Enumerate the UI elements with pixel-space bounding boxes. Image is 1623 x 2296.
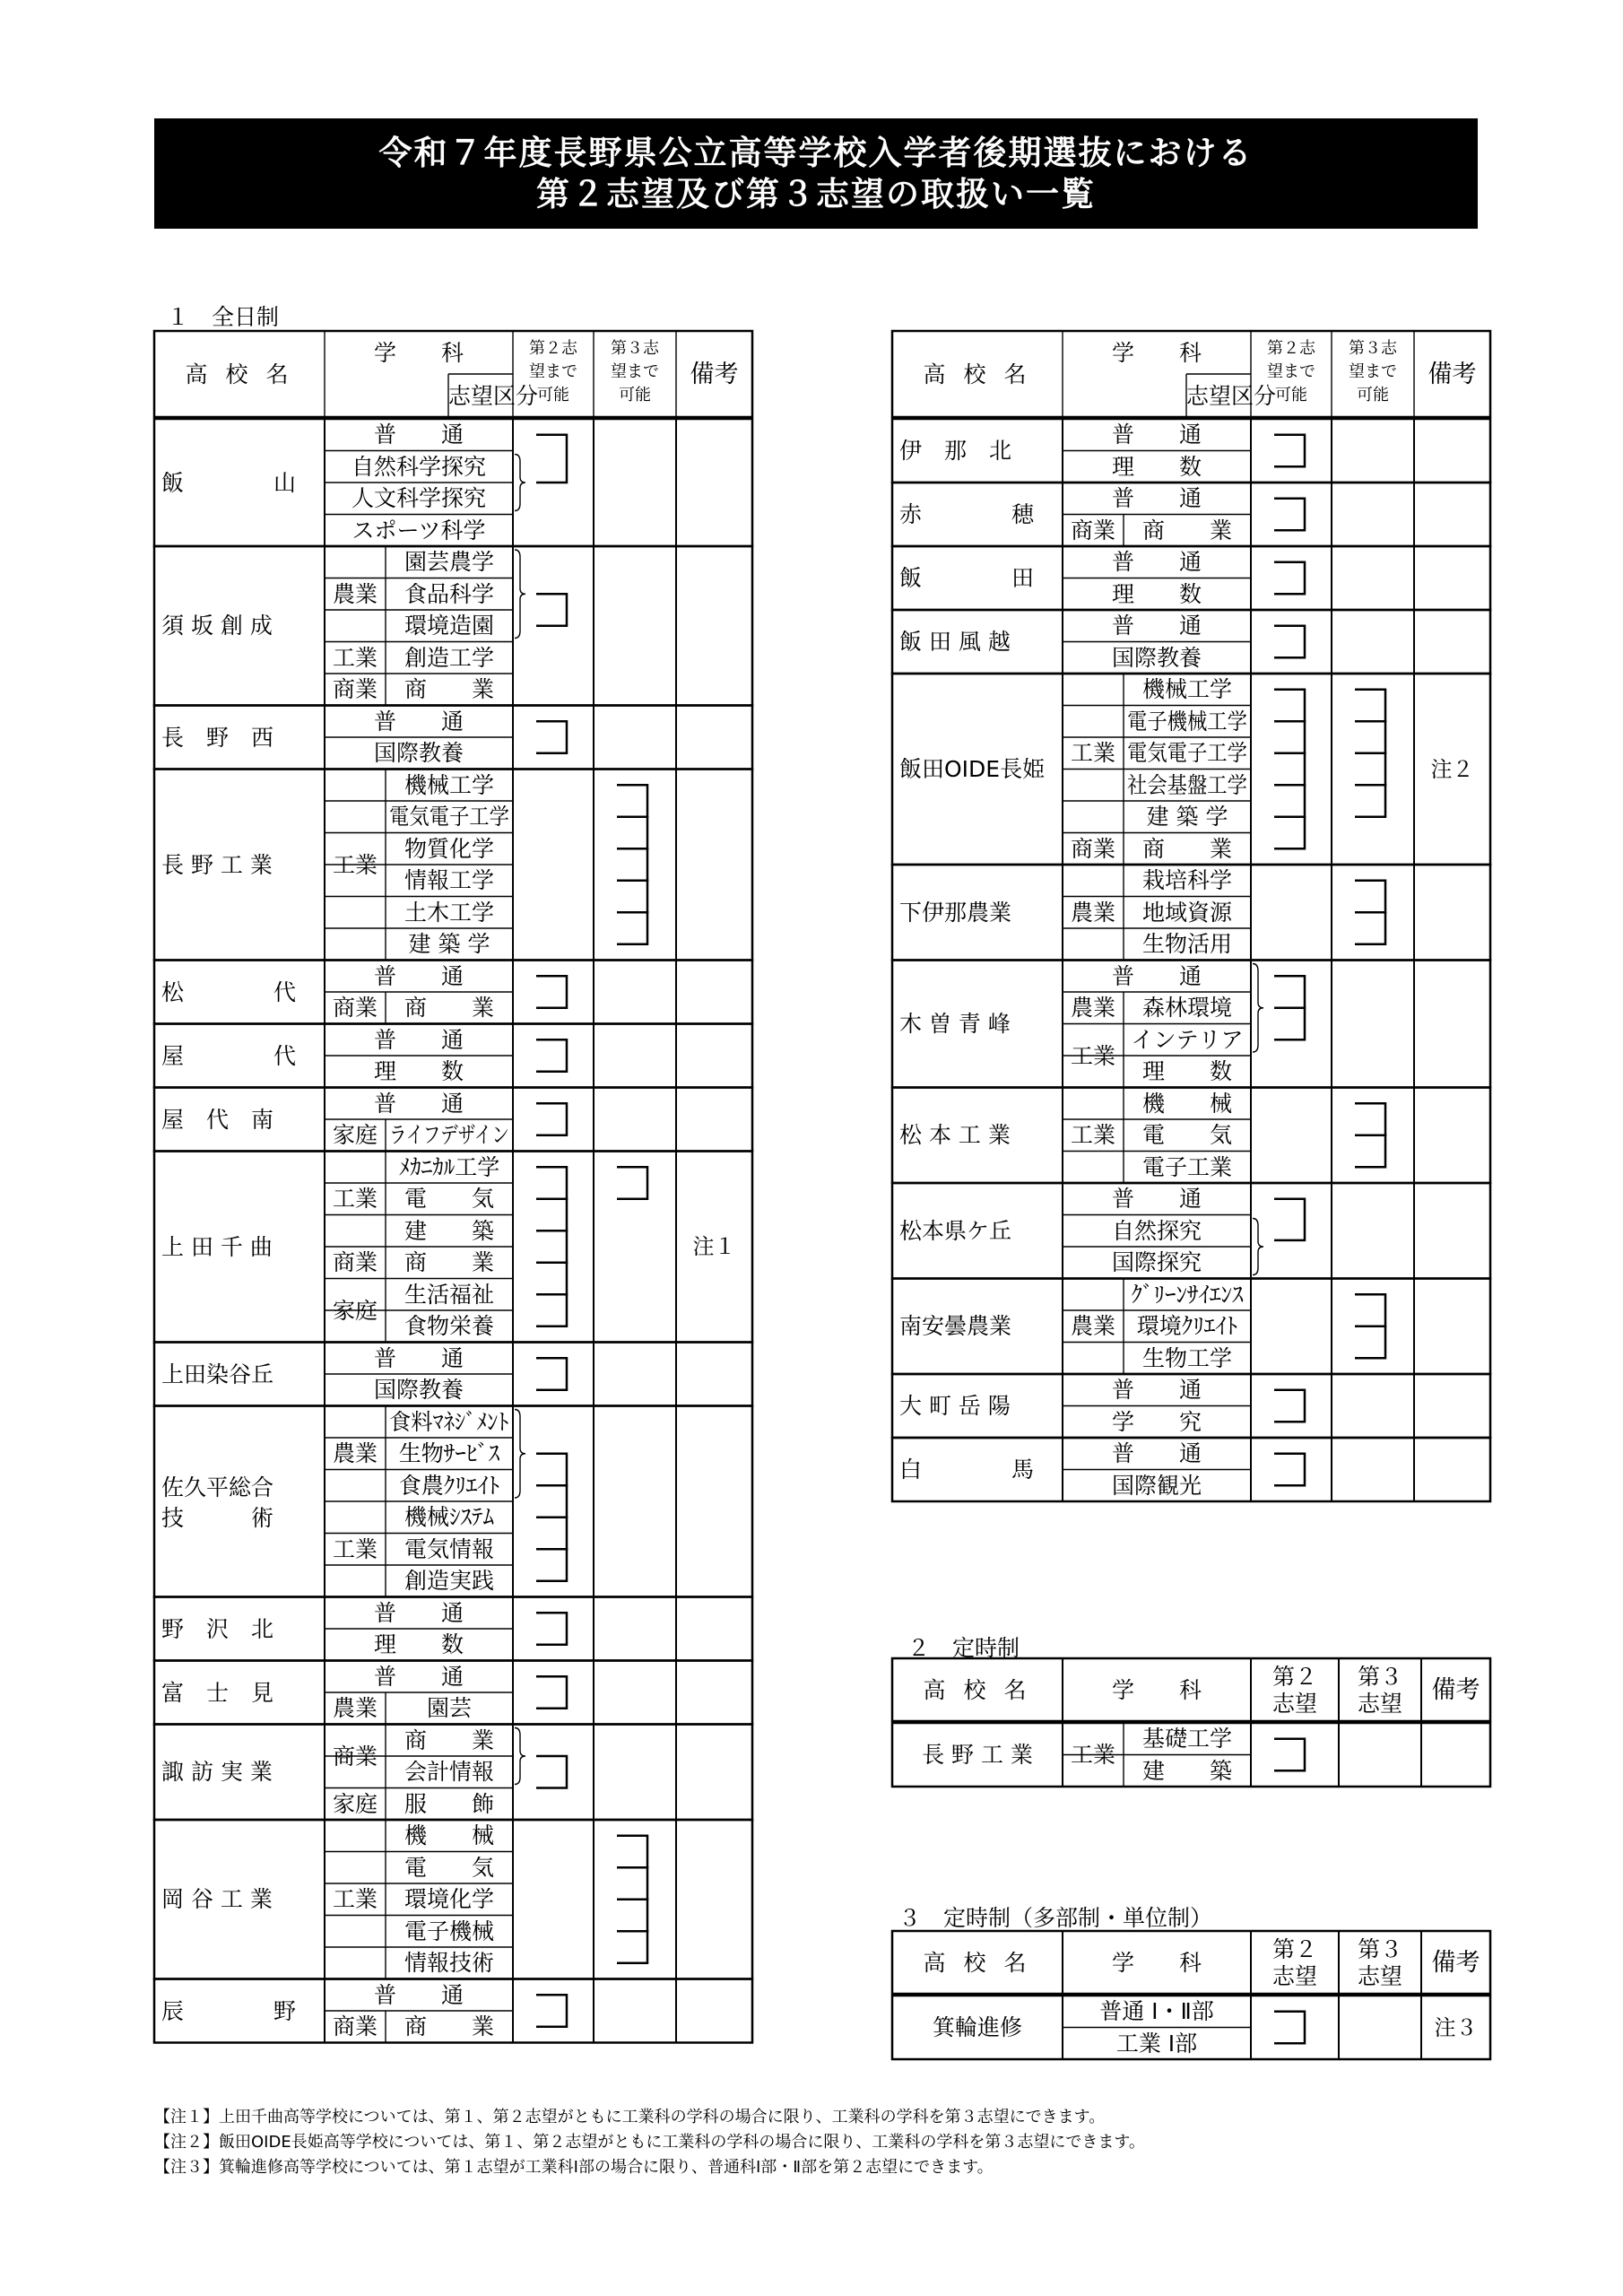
header-school: 高 校 名 <box>185 361 294 387</box>
course-name: 創造実践 <box>404 1568 494 1595</box>
bracket-mark <box>1274 817 1305 849</box>
course-name: 物質化学 <box>404 835 494 862</box>
school-name: 南安曇農業 <box>899 1313 1012 1340</box>
brace-mark <box>515 455 525 511</box>
course-name: 工業 Ⅰ部 <box>1115 2030 1198 2057</box>
course-name: 自然探究 <box>1111 1217 1202 1244</box>
title-line-1: 令和７年度長野県公立高等学校入学者後期選抜における <box>378 133 1254 172</box>
brace-mark <box>515 1410 525 1499</box>
course-name: 機 械 <box>404 1822 494 1849</box>
course-name: 国際教養 <box>373 1377 464 1404</box>
group-label: 工業 <box>1070 1042 1115 1069</box>
bracket-mark <box>1274 626 1305 658</box>
course-name: 普 通 <box>373 1599 464 1626</box>
course-name: 食物栄養 <box>404 1313 494 1340</box>
course-name: 生活福祉 <box>404 1281 494 1308</box>
header-second_possible: 望まで <box>529 362 577 381</box>
course-name: 電子機械 <box>404 1918 494 1944</box>
header-wish-division: 志望区分 <box>1186 382 1277 409</box>
bracket-mark <box>1274 499 1305 531</box>
header-third_possible: 第３志 <box>1349 339 1397 358</box>
course-name: ライフデザイン <box>389 1122 509 1149</box>
course-name: 商 業 <box>404 676 494 703</box>
school-name: 飯 田 <box>899 565 1035 591</box>
header-third-wish: 志望 <box>1357 1962 1402 1989</box>
course-name: 生物工学 <box>1141 1344 1232 1371</box>
school-name: 箕輪進修 <box>932 2014 1022 2040</box>
header-third-wish: 第３ <box>1357 1663 1402 1690</box>
group-label: 工業 <box>332 1886 378 1913</box>
course-name: 普 通 <box>373 422 464 448</box>
bracket-mark <box>1274 435 1305 467</box>
course-name: 普 通 <box>1111 422 1202 448</box>
group-label: 農業 <box>1070 899 1115 926</box>
course-name: 電子工業 <box>1141 1153 1232 1180</box>
bracket-mark <box>536 976 567 1008</box>
group-label: 工業 <box>332 1535 378 1562</box>
course-name: 商 業 <box>1141 835 1232 862</box>
remark-note: 注２ <box>1430 756 1474 782</box>
school-name: 赤 穂 <box>899 501 1035 527</box>
school-name: 佐久平総合 <box>161 1474 274 1500</box>
course-name: インテリア <box>1131 1026 1244 1053</box>
header-third_possible: 望まで <box>1349 362 1397 381</box>
course-name: 普 通 <box>373 962 464 989</box>
header-third_possible: 望まで <box>611 362 659 381</box>
bracket-mark <box>617 848 647 881</box>
bracket-mark <box>1355 912 1385 944</box>
bracket-mark <box>1355 1294 1385 1326</box>
course-name: 基礎工学 <box>1141 1726 1232 1752</box>
bracket-mark <box>1274 1454 1305 1486</box>
school-name: 大 町 岳 陽 <box>899 1393 1011 1419</box>
bracket-mark <box>1274 753 1305 786</box>
brace-mark <box>515 1728 525 1785</box>
group-label: 商業 <box>1070 517 1115 544</box>
course-name: ｸﾞﾘｰﾝｻｲｴﾝｽ <box>1131 1281 1244 1308</box>
course-name: 電 気 <box>404 1854 494 1881</box>
group-label: 商業 <box>332 1743 378 1770</box>
school-name: 野 沢 北 <box>161 1615 274 1642</box>
group-label: 商業 <box>332 1249 378 1276</box>
course-name: 情報技術 <box>404 1950 494 1977</box>
group-label: 家庭 <box>332 1297 378 1324</box>
course-name: 普 通 <box>1111 485 1202 512</box>
bracket-mark <box>1274 1008 1305 1040</box>
group-label: 家庭 <box>332 1790 378 1817</box>
header-second_possible: 第２志 <box>1267 339 1315 358</box>
course-name: 森林環境 <box>1141 995 1232 1022</box>
school-name: 松本県ケ丘 <box>899 1217 1012 1244</box>
group-label: 農業 <box>332 1695 378 1722</box>
bracket-mark <box>536 1676 567 1709</box>
bracket-mark <box>617 817 647 849</box>
course-name: 理 数 <box>1111 580 1202 607</box>
bracket-mark <box>617 1867 647 1900</box>
header-school: 高 校 名 <box>923 361 1032 387</box>
course-name: 土木工学 <box>404 899 494 926</box>
course-name: 理 数 <box>1111 453 1202 480</box>
header-third_possible: 第３志 <box>611 339 659 358</box>
course-name: 普 通 <box>373 708 464 735</box>
header-dept: 学 科 <box>1111 1949 1202 1976</box>
course-name: 電気情報 <box>404 1535 494 1562</box>
course-name: 電 気 <box>404 1186 494 1213</box>
school-name: 松 代 <box>161 978 297 1005</box>
course-name: 食料ﾏﾈｼﾞﾒﾝﾄ <box>389 1408 509 1435</box>
remark-note: 注３ <box>1434 2014 1478 2040</box>
bracket-mark <box>1274 1739 1305 1771</box>
section-heading-part-time: ２ 定時制 <box>907 1635 1020 1661</box>
school-name: 飯 山 <box>161 469 297 496</box>
bracket-mark <box>536 1756 567 1788</box>
school-name: 技 術 <box>161 1504 274 1531</box>
school-name: 松 本 工 業 <box>899 1122 1011 1149</box>
group-label: 商業 <box>1070 835 1115 862</box>
course-name: 国際教養 <box>373 740 464 767</box>
bracket-mark <box>1274 2012 1305 2044</box>
course-name: 情報工学 <box>404 867 494 894</box>
course-name: ﾒｶﾆｶﾙ工学 <box>398 1153 500 1180</box>
header-second_possible: 第２志 <box>529 339 577 358</box>
header-remarks: 備考 <box>1431 1948 1480 1977</box>
course-name: 理 数 <box>1141 1058 1232 1085</box>
group-label: 農業 <box>332 580 378 607</box>
school-name: 飯田OIDE長姫 <box>899 756 1046 782</box>
bracket-mark <box>1355 753 1385 786</box>
remark-note: 注１ <box>692 1234 736 1259</box>
course-name: 環境造園 <box>404 613 494 639</box>
school-name: 長 野 西 <box>161 724 274 751</box>
school-name: 飯 田 風 越 <box>899 629 1011 655</box>
bracket-mark <box>1355 881 1385 913</box>
course-name: 商 業 <box>404 1249 494 1276</box>
school-name: 須 坂 創 成 <box>161 613 273 639</box>
bracket-mark <box>536 1549 567 1581</box>
header-remarks: 備考 <box>1431 1675 1480 1704</box>
course-name: 電気電子工学 <box>1127 740 1247 767</box>
group-label: 家庭 <box>332 1122 378 1149</box>
school-name: 下伊那農業 <box>899 899 1012 926</box>
course-name: 普 通 <box>373 1981 464 2008</box>
bracket-mark <box>536 1231 567 1263</box>
course-name: 商 業 <box>404 2013 494 2040</box>
header-second-wish: 志望 <box>1271 1962 1317 1989</box>
school-name: 辰 野 <box>161 1997 297 2024</box>
school-name: 富 士 見 <box>161 1679 274 1706</box>
group-label: 工業 <box>1070 1122 1115 1149</box>
bracket-mark <box>617 1836 647 1868</box>
header-second-wish: 第２ <box>1271 1663 1317 1690</box>
bracket-mark <box>1274 976 1305 1008</box>
bracket-mark <box>536 1485 567 1518</box>
header-second_possible: 可能 <box>1275 386 1307 404</box>
group-label: 商業 <box>332 2013 378 2040</box>
course-name: 商 業 <box>404 1726 494 1753</box>
course-name: 建 築 <box>1141 1757 1232 1784</box>
bracket-mark <box>1355 1326 1385 1359</box>
course-name: 普 通 <box>1111 1186 1202 1213</box>
course-name: 地域資源 <box>1141 899 1232 926</box>
school-name: 白 馬 <box>899 1457 1035 1483</box>
bracket-mark <box>536 1294 567 1326</box>
course-name: 普 通 <box>373 1026 464 1053</box>
course-name: 普 通 <box>1111 962 1202 989</box>
section-heading-part-time-multi: ３ 定時制（多部制・単位制） <box>898 1905 1213 1931</box>
course-name: 普 通 <box>1111 1440 1202 1467</box>
header-dept: 学 科 <box>1111 339 1202 366</box>
course-name: 園芸 <box>426 1695 472 1722</box>
course-name: 会計情報 <box>404 1759 494 1786</box>
bracket-mark <box>1355 721 1385 753</box>
bracket-mark <box>536 1103 567 1135</box>
bracket-mark <box>1355 690 1385 722</box>
course-name: 電気電子工学 <box>389 804 509 831</box>
school-name: 上 田 千 曲 <box>161 1233 273 1260</box>
bracket-mark <box>617 1931 647 1963</box>
bracket-mark <box>1355 1135 1385 1168</box>
course-name: 電子機械工学 <box>1127 708 1247 735</box>
course-name: 普 通 <box>373 1663 464 1690</box>
bracket-mark <box>536 594 567 626</box>
bracket-mark <box>1355 785 1385 817</box>
school-name: 屋 代 南 <box>161 1106 274 1133</box>
course-name: 理 数 <box>373 1058 464 1085</box>
course-name: 電 気 <box>1141 1122 1232 1149</box>
course-name: 環境ｸﾘｴｲﾄ <box>1136 1313 1238 1340</box>
bracket-mark <box>617 1167 647 1199</box>
group-label: 商業 <box>332 676 378 703</box>
course-name: 国際教養 <box>1111 644 1202 671</box>
header-school: 高 校 名 <box>923 1949 1032 1976</box>
course-name: 服 飾 <box>404 1790 494 1817</box>
bracket-mark <box>536 1199 567 1231</box>
brace-mark <box>1253 1219 1263 1275</box>
school-name: 岡 谷 工 業 <box>161 1886 273 1913</box>
course-name: 普 通 <box>1111 1377 1202 1404</box>
bracket-mark <box>536 1613 567 1645</box>
header-third-wish: 志望 <box>1357 1690 1402 1717</box>
course-name: 普 通 <box>1111 549 1202 576</box>
bracket-mark <box>617 912 647 944</box>
bracket-mark <box>617 785 647 817</box>
course-name: 建 築 学 <box>408 931 490 958</box>
school-name: 木 曽 青 峰 <box>899 1011 1011 1037</box>
header-remarks: 備考 <box>1428 360 1477 388</box>
school-name: 長 野 工 業 <box>161 851 273 878</box>
brace-mark <box>1253 964 1263 1053</box>
course-name: 創造工学 <box>404 644 494 671</box>
course-name: 理 数 <box>373 1631 464 1658</box>
school-name: 上田染谷丘 <box>161 1361 274 1387</box>
note-3: 【注３】箕輪進修高等学校については、第１志望が工業科Ⅰ部の場合に限り、普通科Ⅰ部・Ⅱ部を第２志望にできます。 <box>154 2158 994 2177</box>
course-name: 自然科学探究 <box>351 453 486 480</box>
course-name: 建 築 学 <box>1146 804 1228 831</box>
course-name: 機械ｼｽﾃﾑ <box>404 1504 494 1531</box>
section-heading-full-time: １ 全日制 <box>167 304 280 330</box>
bracket-mark <box>617 881 647 913</box>
course-name: 食品科学 <box>404 580 494 607</box>
course-name: 普 通 <box>373 1090 464 1117</box>
header-third-wish: 第３ <box>1357 1935 1402 1962</box>
course-name: 機械工学 <box>404 771 494 798</box>
bracket-mark <box>536 721 567 753</box>
bracket-mark <box>536 1518 567 1550</box>
group-label: 農業 <box>332 1440 378 1467</box>
course-name: 商 業 <box>404 995 494 1022</box>
course-name: 建 築 <box>404 1217 494 1244</box>
bracket-mark <box>536 435 567 483</box>
bracket-mark <box>536 1263 567 1295</box>
header-second_possible: 望まで <box>1267 362 1315 381</box>
course-name: 園芸農学 <box>404 549 494 576</box>
header-dept: 学 科 <box>373 339 464 366</box>
group-label: 農業 <box>1070 995 1115 1022</box>
group-label: 商業 <box>332 995 378 1022</box>
bracket-mark <box>1274 721 1305 753</box>
bracket-mark <box>536 1454 567 1486</box>
header-school: 高 校 名 <box>923 1676 1032 1703</box>
note-1: 【注１】上田千曲高等学校については、第１、第２志望がともに工業科の学科の場合に限り、工業科の学科を第３志望にできます。 <box>154 2108 1106 2126</box>
course-name: 学 究 <box>1111 1408 1202 1435</box>
school-name: 諏 訪 実 業 <box>161 1759 273 1786</box>
header-second-wish: 第２ <box>1271 1935 1317 1962</box>
bracket-mark <box>536 1995 567 2027</box>
group-label: 農業 <box>1070 1313 1115 1340</box>
course-name: スポーツ科学 <box>352 517 486 544</box>
bracket-mark <box>1355 1103 1385 1135</box>
course-name: 生物活用 <box>1141 931 1232 958</box>
school-name: 屋 代 <box>161 1042 297 1069</box>
header-third_possible: 可能 <box>1357 386 1389 404</box>
course-name: 機械工学 <box>1141 676 1232 703</box>
course-name: 環境化学 <box>404 1886 494 1913</box>
group-label: 工業 <box>1070 1742 1115 1768</box>
course-name: 生物ｻｰﾋﾞｽ <box>398 1440 500 1467</box>
course-name: 普通 Ⅰ・Ⅱ部 <box>1099 1998 1214 2025</box>
course-name: 国際探究 <box>1111 1249 1202 1276</box>
title-line-2: 第２志望及び第３志望の取扱い一覧 <box>536 174 1096 213</box>
header-third_possible: 可能 <box>619 386 651 404</box>
group-label: 工業 <box>332 644 378 671</box>
header-wish-division: 志望区分 <box>448 382 539 409</box>
brace-mark <box>515 550 525 639</box>
header-dept: 学 科 <box>1111 1676 1202 1703</box>
header-remarks: 備考 <box>690 360 739 388</box>
bracket-mark <box>536 1358 567 1390</box>
bracket-mark <box>536 1039 567 1072</box>
bracket-mark <box>1274 1199 1305 1240</box>
bracket-mark <box>617 1900 647 1932</box>
course-name: 栽培科学 <box>1141 867 1232 894</box>
course-name: 国際観光 <box>1111 1472 1202 1499</box>
bracket-mark <box>1274 562 1305 595</box>
course-name: 普 通 <box>373 1344 464 1371</box>
bracket-mark <box>1274 690 1305 722</box>
school-name: 長 野 工 業 <box>922 1742 1033 1768</box>
header-second_possible: 可能 <box>537 386 569 404</box>
bracket-mark <box>536 1167 567 1199</box>
course-name: 商 業 <box>1141 517 1232 544</box>
group-label: 工業 <box>1070 740 1115 767</box>
note-2: 【注２】飯田OIDE長姫高等学校については、第１、第２志望がともに工業科の学科の場合に限り、工業科の学科を第３志望にできます。 <box>154 2133 1145 2152</box>
course-name: 社会基盤工学 <box>1127 771 1247 798</box>
group-label: 工業 <box>332 1186 378 1213</box>
course-name: 機 械 <box>1141 1090 1232 1117</box>
bracket-mark <box>1274 1390 1305 1422</box>
header-second-wish: 志望 <box>1271 1690 1317 1717</box>
school-name: 伊 那 北 <box>899 438 1012 464</box>
course-name: 人文科学探究 <box>351 485 486 512</box>
group-label: 工業 <box>332 851 378 878</box>
course-name: 食農ｸﾘｴｲﾄ <box>398 1472 500 1499</box>
bracket-mark <box>1274 785 1305 817</box>
course-name: 普 通 <box>1111 613 1202 639</box>
